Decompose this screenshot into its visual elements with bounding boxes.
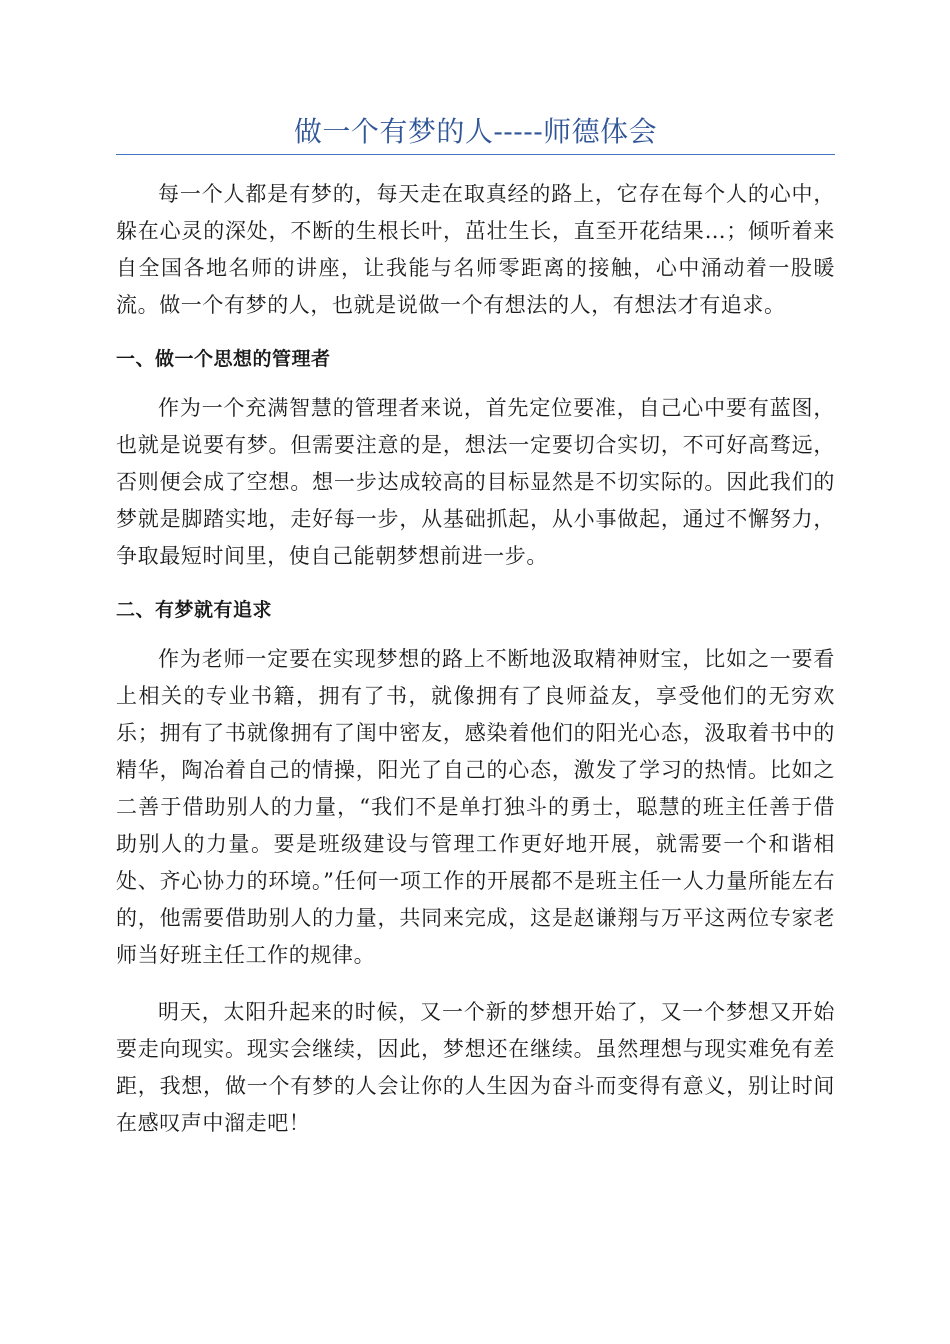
document-body — [116, 176, 835, 1142]
section-body-1: 作为一个充满智慧的管理者来说，首先定位要准，自己心中要有蓝图，也就是说要有梦。但需要注意的是，想法一定要切合实切，不可好高骛远，否则便会成了空想。想一步达成较高的目标显然是不切实际的。因此我们的梦就是脚踏实地，走好每一步，从基础抓起，从小事做起，通过不懈努力，争取最短时间里，使自己能朝梦想前进一步。 — [116, 396, 835, 568]
section-body-2: 作为老师一定要在实现梦想的路上不断地汲取精神财宝，比如之一要看上相关的专业书籍，拥有了书，就像拥有了良师益友，享受他们的无穷欢乐；拥有了书就像拥有了闺中密友，感染着他们的阳光心态，汲取着书中的精华，陶冶着自己的情操，阳光了自己的心态，激发了学习的热情。比如之二善于借助别人的力量，“我们不是单打独斗的勇士，聪慧的班主任善于借助别人的力量。要是班级建设与管理工作更好地开展，就需要一个和谐相处、齐心协力的环境。”任何一项工作的开展都不是班主任一人力量所能左右的，他需要借助别人的力量，共同来完成，这是赵谦翔与万平这两位专家老师当好班主任工作的规律。 — [116, 647, 835, 967]
intro-paragraph: 每一个人都是有梦的，每天走在取真经的路上，它存在每个人的心中，躲在心灵的深处，不断的生根长叶，茁壮生长，直至开花结果…；倾听着来自全国各地名师的讲座，让我能与名师零距离的接触，心中涌动着一股暖流。做一个有梦的人，也就是说做一个有想法的人，有想法才有追求。 — [116, 182, 835, 317]
section-heading-1: 一、做一个思想的管理者 — [116, 348, 331, 370]
title-underline — [116, 154, 835, 155]
closing-paragraph: 明天，太阳升起来的时候，又一个新的梦想开始了，又一个梦想又开始要走向现实。现实会继续，因此，梦想还在继续。虽然理想与现实难免有差距，我想，做一个有梦的人会让你的人生因为奋斗而变得有意义，别让时间在感叹声中溜走吧！ — [116, 1000, 835, 1135]
document-title: 做一个有梦的人-----师德体会 — [293, 115, 658, 148]
section-heading-2: 二、有梦就有追求 — [116, 599, 273, 621]
